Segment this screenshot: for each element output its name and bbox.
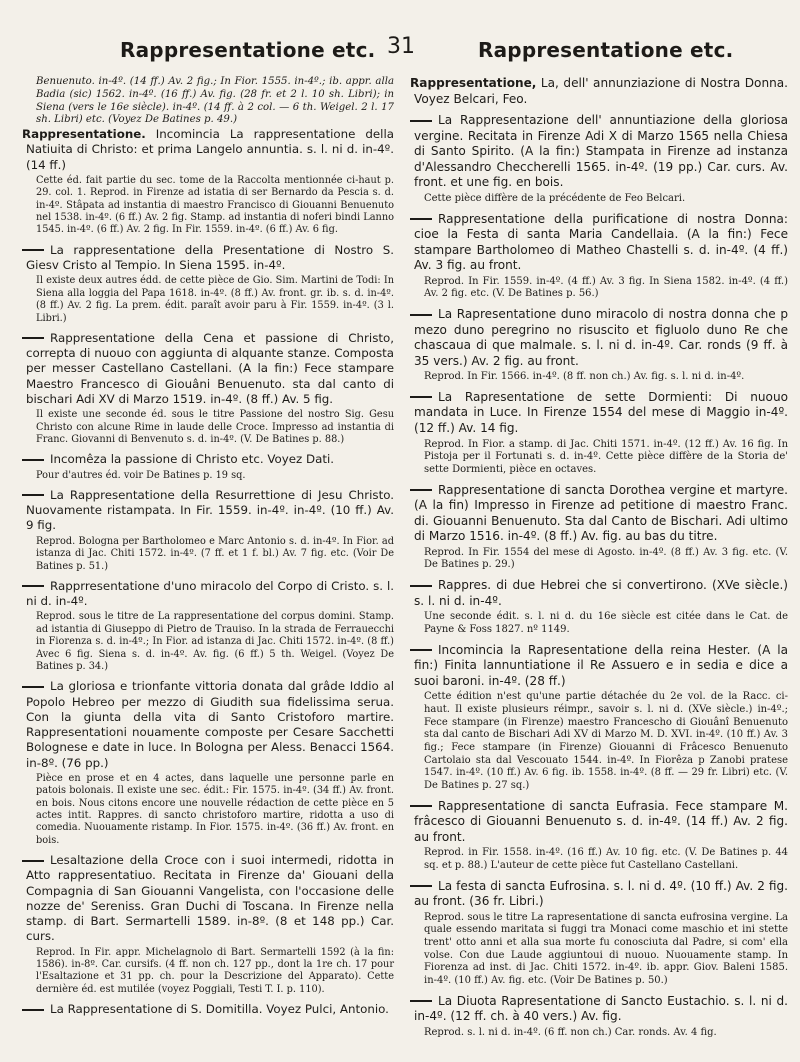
entry-note: Une seconde édit. s. l. ni d. du 16e siècle est citée dans le Cat. de Payne & Foss 1827. nº 1149. xyxy=(424,611,788,635)
entry-text: Rappresentatione della purificatione di nostra Donna: cioe la Festa di santa Maria Candellaia. (A la fin:) Fece stampare Bartholomeo di Matheo Chastelli s. d. in-4º. (4 ff.) Av. 3 fig. au front. xyxy=(414,211,788,273)
entry-text: Rapprresentatione d'uno miracolo del Corpo di Cristo. s. l. ni d. in-4º. xyxy=(26,578,394,609)
ditto-dash xyxy=(410,489,432,491)
entry-text: Incomincia La rappresentatione della Natiuita di Christo: et prima Langelo annuntia. s. l. ni d. in-4º. (14 ff.) xyxy=(26,127,394,172)
entry-note: Cette éd. fait partie du sec. tome de la Raccolta mentionnée ci-haut p. 29. col. 1. Reprod. in Firenze ad istatia di ser Bernardo da Pescia s. d. in-4º. Stâpata ad instantia di maestro Francisco di Giouanni Benuenuto nel 1538. in-4º. (6 ff.) Av. 2 fig. Stamp. ad instantia di noferi bindi Lanno 1545. in-4º. (6 ff.) Av. 2 fig. In Fir. 1559. in-4º. (6 ff.) Av. 6 fig. xyxy=(36,174,394,236)
catalog-entry xyxy=(22,488,394,573)
ditto-dash xyxy=(22,585,44,587)
ditto-dash xyxy=(410,649,432,651)
ditto-dash xyxy=(22,1009,44,1011)
entry-note: Reprod. In Fir. 1566. in-4º. (8 ff. non ch.) Av. fig. s. l. ni d. in-4º. xyxy=(424,371,745,383)
ditto-dash xyxy=(22,860,44,862)
ditto-dash xyxy=(410,314,432,316)
catalog-entry xyxy=(410,643,788,793)
entry-text: La Rappresentatione di S. Domitilla. Voyez Pulci, Antonio. xyxy=(50,1002,389,1017)
entry-text: Incomêza la passione di Christo etc. Voyez Dati. xyxy=(50,452,335,467)
entry-main-text xyxy=(22,679,394,770)
right-column xyxy=(410,76,788,1045)
catalog-entry xyxy=(22,243,394,325)
running-head-left: Rappresentatione etc. xyxy=(120,38,376,62)
catalog-entry xyxy=(410,113,788,205)
ditto-dash xyxy=(410,1000,432,1002)
ditto-dash xyxy=(22,249,44,251)
catalog-entry xyxy=(22,331,394,446)
entry-text: La rappresentatione della Presentatione di Nostro S. Giesv Cristo al Tempio. In Siena 1595. in-4º. xyxy=(26,242,394,273)
entry-main-text xyxy=(22,243,394,273)
ditto-dash xyxy=(22,459,44,461)
catalog-entry xyxy=(22,679,394,847)
ditto-dash xyxy=(22,494,44,496)
entry-main-text xyxy=(410,483,788,545)
entry-text: Lesaltazione della Croce con i suoi intermedi, ridotta in Atto rappresentatiuo. Recitata in Firenze da' Giouani della Compagnia di San Giouanni Vangelista, con l'occasione delle nozze de' Sereniss. Gran Duchi di Toscana. In Firenze nella stamp. di Bart. Sermartelli 1589. in-8º. (8 et 148 pp.) Car. curs. xyxy=(26,853,394,944)
entry-text: La Diuota Rapresentatione di Sancto Eustachio. s. l. ni d. in-4º. (12 ff. ch. à 40 vers.) Av. fig. xyxy=(414,993,788,1024)
entry-text: Rappresentatione della Cena et passione di Christo, correpta di nuouo con aggiunta di alquante stanze. Composta per messer Castellano Castellani. (A la fin:) Fece stampare Maestro Francesco di Giouâni Benuenuto. sta dal canto di bischari Adi XV di Marzo 1519. in-4º. (8 ff.) Av. 5 fig. xyxy=(26,330,394,406)
entry-note: Reprod. Bologna per Bartholomeo e Marc Antonio s. d. in-4º. In Fior. ad istanza di Jac. Chiti 1572. in-4º. (7 ff. et 1 f. bl.) Av. 7 fig. etc. (Voir De Batines p. 51.) xyxy=(36,535,394,572)
ditto-dash xyxy=(410,585,432,587)
entry-main-text xyxy=(22,331,394,407)
entry-text: Incomincia la Rapresentatione della reina Hester. (A la fin:) Finita lannuntiatione il Re Assuero e in sedia e dice a suoi baroni. in-4º. (28 ff.) xyxy=(414,642,788,688)
entry-main-text xyxy=(410,799,788,846)
entry-main-text xyxy=(410,113,788,191)
catalog-entry xyxy=(410,994,788,1040)
entry-main-text xyxy=(22,1002,394,1017)
entry-text: La Rapresentatione duno miracolo di nostra donna che p mezo duno peregrino no risuscito et figluolo duno Re che chascaua di que malmale. s. l. ni d. in-4º. Car. ronds (9 ff. à 35 vers.) Av. 2 fig. au front. xyxy=(414,307,788,368)
entry-main-text xyxy=(410,994,788,1025)
entry-text: La Rappresentatione della Resurrettione di Jesu Christo. Nuovamente ristampata. In Fir. 1559. in-4º. in-4º. (10 ff.) Av. 9 fig. xyxy=(26,487,394,533)
entry-main-text xyxy=(410,212,788,274)
ditto-dash xyxy=(410,396,432,398)
entry-note: Reprod. In Fior. a stamp. di Jac. Chiti 1571. in-4º. (12 ff.) Av. 16 fig. In Pistoja per il Fortunati s. d. in-4º. Cette pièce diffère de la Storia de' sette Dormienti, pièce en octaves. xyxy=(424,438,788,475)
entry-main-text xyxy=(22,488,394,534)
entry-note: Il existe deux autres édd. de cette pièce de Gio. Sim. Martini de Todi: In Siena alla loggia del Papa 1618. in-4º. (8 ff.) Av. front. gr. ib. s. d. in-4º. (8 ff.) Av. 2 fig. La prem. édit. paraît avoir paru à Fir. 1559. in-4º. (3 l. Libri.) xyxy=(36,275,394,324)
entry-note: Reprod. s. l. ni d. in-4º. (6 ff. non ch.) Car. ronds. Av. 4 fig. xyxy=(424,1026,717,1038)
catalog-entry xyxy=(410,578,788,636)
entry-main-text xyxy=(410,76,788,107)
entry-text: La Rappresentazione dell' annuntiazione della gloriosa vergine. Recitata in Firenze Adi X di Marzo 1565 nella Chiesa di Santo Spirito. (A la fin:) Stampata in Firenze ad instanza d'Alessandro Checcherelli 1565. in-4º. (19 pp.) Car. curs. Av. front. et une fig. en bois. xyxy=(414,113,788,190)
entry-note: Pour d'autres éd. voir De Batines p. 19 sq. xyxy=(36,469,246,481)
catalog-entry xyxy=(410,212,788,302)
catalog-entry xyxy=(410,879,788,988)
entry-main-text xyxy=(22,127,394,173)
entry-text: Rappresentatione di sancta Dorothea vergine et martyre. (A la fin) Impresso in Firenze ad petitione di maestro Franc. di. Giouanni Benuenuto. Sta dal Canto de Bischari. Adi ultimo di Marzo 1516. in-4º. (8 ff.) Av. fig. au bas du titre. xyxy=(414,482,788,544)
left-column xyxy=(22,76,394,1024)
catalog-entry xyxy=(410,799,788,873)
entry-title: Rappresentatione, xyxy=(410,76,537,90)
entry-text: La gloriosa e trionfante vittoria donata dal grâde Iddio al Popolo Hebreo per mezzo di Giudith sua fidelissima serua. Con la giunta della vita di Santo Cristoforo martire. Rappresentationi nouamente composte per Cesare Sacchetti Bolognese e date in luce. In Bologna per Aless. Benacci 1564. in-8º. (76 pp.) xyxy=(26,679,394,770)
ditto-dash xyxy=(410,120,432,122)
entry-text: La festa di sancta Eufrosina. s. l. ni d. 4º. (10 ff.) Av. 2 fig. au front. (36 fr. Libri.) xyxy=(414,878,788,909)
entry-note: Cette édition n'est qu'une partie détachée du 2e vol. de la Racc. ci-haut. Il existe plusieurs réimpr., savoir s. l. ni d. (XVe siècle.) in-4º.; Fece stampare (in Firenze) maestro Francescho di Giouânî Benuenuto sta dal canto de Bischari Adi XV di Marzo M. D. XVI. in-4º. (10 ff.) Av. 3 fig.; Fece stampare (in Firenze) Giouanni di Frâcesco Benuenuto Cartolaio sta dal Vescouato 1544. in-4º. In Fiorêza p Zanobi pratese 1547. in-4º. (10 ff.) Av. 6 fig. ib. 1558. in-4º. (8 ff. — 29 fr. Libri) etc. (V. De Batines p. 27 sq.) xyxy=(424,691,788,791)
entry-note: Pièce en prose et en 4 actes, dans laquelle une personne parle en patois bolonais. Il existe une sec. édit.: Fir. 1575. in-4º. (34 ff.) Av. front. en bois. Nous citons encore une nouvelle rédaction de cette pièce en 5 actes intit. Rappres. di sancto christoforo martire, ridotta a uso di comedia. Nuouamente ristamp. In Fior. 1575. in-4º. (36 ff.) Av. front. en bois. xyxy=(36,772,394,846)
entry-main-text xyxy=(22,452,394,467)
entry-title: Rappresentatione. xyxy=(22,127,146,142)
entry-note: Il existe une seconde éd. sous le titre Passione del nostro Sig. Gesu Christo con alcune Rime in laude delle Croce. Impresso ad instantia di Franc. Giovanni di Benvenuto s. d. in-4º. (V. De Batines p. 88.) xyxy=(36,409,394,445)
catalog-entry xyxy=(22,1002,394,1017)
ditto-dash xyxy=(410,805,432,807)
entry-main-text xyxy=(410,390,788,437)
entry-text: Rappres. di due Hebrei che si convertirono. (XVe siècle.) s. l. ni d. in-4º. xyxy=(414,578,788,608)
entry-main-text xyxy=(410,643,788,690)
catalog-entry xyxy=(22,127,394,237)
entry-main-text xyxy=(22,579,394,609)
entry-note: Reprod. in Fir. 1558. in-4º. (16 ff.) Av. 10 fig. etc. (V. De Batines p. 44 sq. et p. 88.) L'auteur de cette pièce fut Castellano Castellani. xyxy=(424,847,788,871)
entry-main-text xyxy=(410,879,788,910)
running-head-right: Rappresentatione etc. xyxy=(478,38,734,62)
continuation-note: Benuenuto. in-4º. (14 ff.) Av. 2 fig.; In Fior. 1555. in-4º.; ib. appr. alla Badia (sic) 1562. in-4º. (16 ff.) Av. fig. (28 fr. et 2 l. 10 sh. Libri); in Siena (vers le 16e siècle). in-4º. (14 ff. à 2 col. — 6 th. Weigel. 2 l. 17 sh. Libri) etc. (Voyez De Batines p. 49.) xyxy=(36,76,394,126)
ditto-dash xyxy=(22,337,44,339)
entry-note: Reprod. sous le titre La rapresentatione di sancta eufrosina vergine. La quale essendo maritata si fuggi tra Monaci come maschio et ini stette trent' otto anni et alla sua morte fu conosciuta dal Padre, si com' ella volse. Con due Laude aggiuntoui di nuouo. Nuouamente stamp. In Fiorenza ad inst. di Jac. Chiti 1572. in-4º. ib. appr. Giov. Baleni 1585. in-4º. (10 ff.) Av. fig. etc. (Voir De Batines p. 50.) xyxy=(424,911,788,986)
entry-text: La, dell' annunziazione di Nostra Donna. Voyez Belcari, Feo. xyxy=(414,76,788,106)
entry-text: Rappresentatione di sancta Eufrasia. Fece stampare M. frâcesco di Giouanni Benuenuto s. d. in-4º. (14 ff.) Av. 2 fig. au front. xyxy=(414,798,788,844)
catalog-entry xyxy=(22,579,394,674)
entry-note: Reprod. In Fir. appr. Michelagnolo di Bart. Sermartelli 1592 (à la fin: 1586). in-8º. Car. cursifs. (4 ff. non ch. 127 pp., dont la 1re ch. 17 pour l'Esaltazione et 31 pp. ch. pour la Descrizione del Apparato). Cette dernière éd. est mutilée (voyez Poggiali, Testi T. I. p. 110). xyxy=(36,946,394,995)
entry-note: Reprod. sous le titre de La rappresentatione del corpus domini. Stamp. ad istantia di Giuseppo di Pietro de Trauiso. In la strada de Ferrauecchi in Fiorenza s. d. in-4º.; In Fior. ad istanza di Jac. Chiti 1572. in-4º. (8 ff.) Avec 6 fig. Siena s. d. in-4º. Av. fig. (6 ff.) 5 th. Weigel. (Voyez De Batines p. 34.) xyxy=(36,611,394,672)
catalog-entry xyxy=(22,452,394,482)
ditto-dash xyxy=(410,218,432,220)
entry-note: Cette pièce diffère de la précédente de Feo Belcari. xyxy=(424,192,686,204)
ditto-dash xyxy=(22,686,44,688)
entry-note: Reprod. In Fir. 1554 del mese di Agosto. in-4º. (8 ff.) Av. 3 fig. etc. (V. De Batines p. 29.) xyxy=(424,546,788,571)
catalog-entry xyxy=(410,307,788,384)
entry-text: La Rapresentatione de sette Dormienti: Di nuouo mandata in Luce. In Firenze 1554 del mese di Maggio in-4º. (12 ff.) Av. 14 fig. xyxy=(414,389,788,435)
entry-main-text xyxy=(410,307,788,369)
catalog-entry xyxy=(410,483,788,573)
entry-main-text xyxy=(22,853,394,944)
catalog-entry xyxy=(22,853,394,996)
page-number: 31 xyxy=(387,34,415,59)
ditto-dash xyxy=(410,885,432,887)
catalog-entry xyxy=(410,390,788,477)
entry-note: Reprod. In Fir. 1559. in-4º. (4 ff.) Av. 3 fig. In Siena 1582. in-4º. (4 ff.) Av. 2 fig. etc. (V. De Batines p. 56.) xyxy=(424,275,788,300)
entry-main-text xyxy=(410,578,788,609)
catalog-entry xyxy=(410,76,788,107)
